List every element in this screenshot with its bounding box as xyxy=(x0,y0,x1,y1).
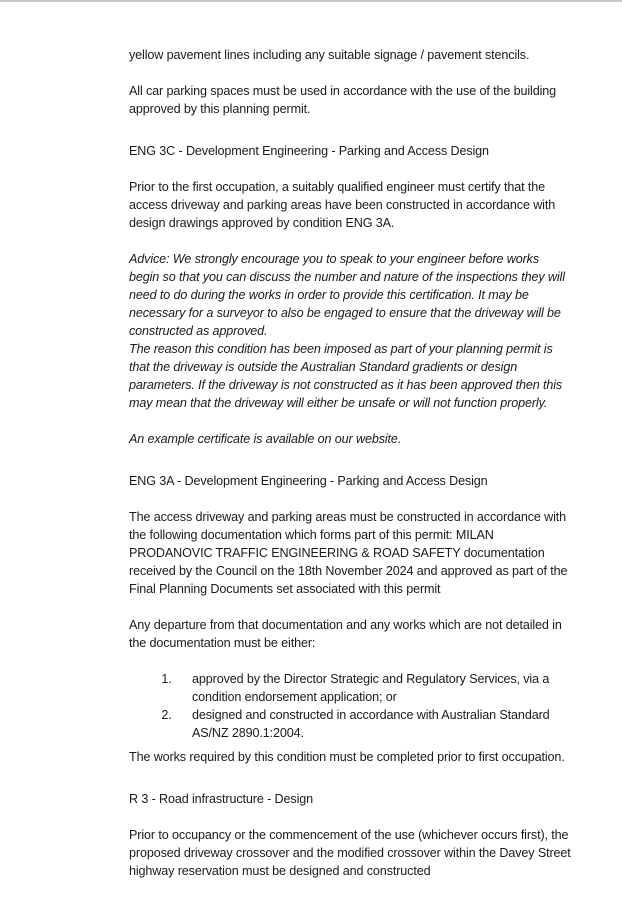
heading-r3-road-infrastructure: R 3 - Road infrastructure - Design xyxy=(129,792,313,806)
paragraph-reason-condition: The reason this condition has been imposed as part of your planning permit is that the driveway is outside the Australian Standard gradients or design parameters. If the driveway is not constructed as it has been approved then this may mean that the driveway will either be unsafe or will not function properly. xyxy=(129,342,563,410)
list-departure-requirements xyxy=(129,670,571,742)
paragraph-yellow-pavement: yellow pavement lines including any suitable signage / pavement stencils. xyxy=(129,48,530,62)
paragraph-example-certificate: An example certificate is available on our website. xyxy=(129,432,402,446)
paragraph-any-departure: Any departure from that documentation and any works which are not detailed in the documentation must be either: xyxy=(129,618,562,650)
paragraph-advice: Advice: We strongly encourage you to speak to your engineer before works begin so that you can discuss the number and nature of the inspections they will need to do during the works in order to provide this certification. It may be necessary for a surveyor to also be engaged to ensure that the driveway will be constructed as approved. xyxy=(129,252,565,338)
paragraph-prior-occupancy: Prior to occupancy or the commencement of the use (whichever occurs first), the proposed driveway crossover and the modified crossover within the Davey Street highway reservation must be designed and constructed xyxy=(129,828,571,878)
paragraph-prior-first-occupation: Prior to the first occupation, a suitably qualified engineer must certify that the access driveway and parking areas have been constructed in accordance with design drawings approved by condition ENG 3A. xyxy=(129,180,556,230)
heading-eng-3c: ENG 3C - Development Engineering - Parking and Access Design xyxy=(129,144,489,158)
paragraph-works-required: The works required by this condition must be completed prior to first occupation. xyxy=(129,750,565,764)
paragraph-access-driveway-documentation: The access driveway and parking areas must be constructed in accordance with the following documentation which forms part of this permit: MILAN PRODANOVIC TRAFFIC ENGINEERING & ROAD SAFETY documentation received by the Council on the 18th November 2024 and approved as part of the Final Planning Documents set associated with this permit xyxy=(129,510,568,596)
list-item: 1. approved by the Director Strategic and Regulatory Services, via a condition endorsement application; or xyxy=(175,670,571,706)
list-item: 2. designed and constructed in accordance with Australian Standard AS/NZ 2890.1:2004. xyxy=(175,706,571,742)
document-body xyxy=(129,46,571,898)
heading-eng-3a: ENG 3A - Development Engineering - Parking and Access Design xyxy=(129,474,488,488)
paragraph-car-parking-spaces: All car parking spaces must be used in accordance with the use of the building approved by this planning permit. xyxy=(129,84,557,116)
